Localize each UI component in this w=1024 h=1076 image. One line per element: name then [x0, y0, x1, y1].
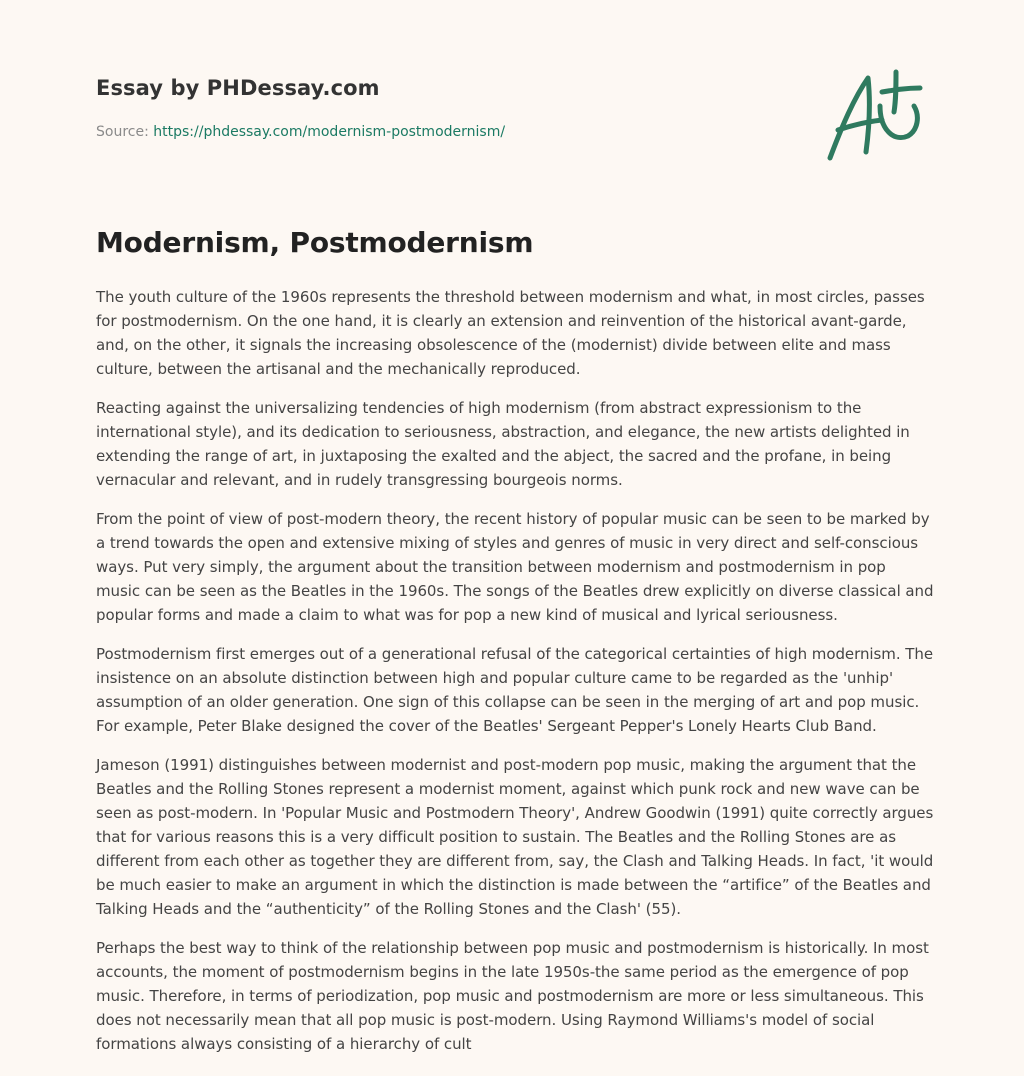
- site-brand: Essay by PHDessay.com: [96, 76, 380, 100]
- source-link[interactable]: https://phdessay.com/modernism-postmodernism/: [153, 124, 506, 140]
- paragraph: Reacting against the universalizing tendencies of high modernism (from abstract expressionism to the international style), and its dedication to seriousness, abstraction, and elegance, the new artists delighted in extending the range of art, in juxtaposing the exalted and the abject, the sacred and the profane, in being vernacular and relevant, and in rudely transgressing bourgeois norms.: [96, 399, 910, 489]
- article-title: Modernism, Postmodernism: [96, 226, 534, 259]
- paragraph: Perhaps the best way to think of the relationship between pop music and postmodernism is historically. In most accounts, the moment of postmodernism begins in the late 1950s-the same period as the emergence of pop music. Therefore, in terms of periodization, pop music and postmodernism are more or less simultaneous. This does not necessarily mean that all pop music is post-modern. Using Raymond Williams's model of social formations always consisting of a hierarchy of cult: [96, 939, 929, 1053]
- article-body: [96, 285, 934, 1071]
- a-plus-logo-icon: [824, 66, 926, 166]
- paragraph: Jameson (1991) distinguishes between modernist and post-modern pop music, making the argument that the Beatles and the Rolling Stones represent a modernist moment, against which punk rock and new wave can be seen as post-modern. In 'Popular Music and Postmodern Theory', Andrew Goodwin (1991) quite correctly argues that for various reasons this is a very difficult position to sustain. The Beatles and the Rolling Stones are as different from each other as together they are different from, say, the Clash and Talking Heads. In fact, 'it would be much easier to make an argument in which the distinction is made between the “artifice” of the Beatles and Talking Heads and the “authenticity” of the Rolling Stones and the Clash' (55).: [96, 756, 934, 918]
- source-line: [96, 124, 505, 140]
- paragraph: From the point of view of post-modern theory, the recent history of popular music can be seen to be marked by a trend towards the open and extensive mixing of styles and genres of music in very direct and self-conscious ways. Put very simply, the argument about the transition between modernism and postmodernism in pop music can be seen as the Beatles in the 1960s. The songs of the Beatles drew explicitly on diverse classical and popular forms and made a claim to what was for pop a new kind of musical and lyrical seriousness.: [96, 510, 934, 624]
- paragraph: The youth culture of the 1960s represents the threshold between modernism and what, in most circles, passes for postmodernism. On the one hand, it is clearly an extension and reinvention of the historical avant-garde, and, on the other, it signals the increasing obsolescence of the (modernist) divide between elite and mass culture, between the artisanal and the mechanically reproduced.: [96, 288, 925, 378]
- page-header: [96, 0, 936, 200]
- paragraph: Postmodernism first emerges out of a generational refusal of the categorical certainties of high modernism. The insistence on an absolute distinction between high and popular culture came to be regarded as the 'unhip' assumption of an older generation. One sign of this collapse can be seen in the merging of art and pop music. For example, Peter Blake designed the cover of the Beatles' Sergeant Pepper's Lonely Hearts Club Band.: [96, 645, 934, 735]
- source-label: Source:: [96, 124, 149, 140]
